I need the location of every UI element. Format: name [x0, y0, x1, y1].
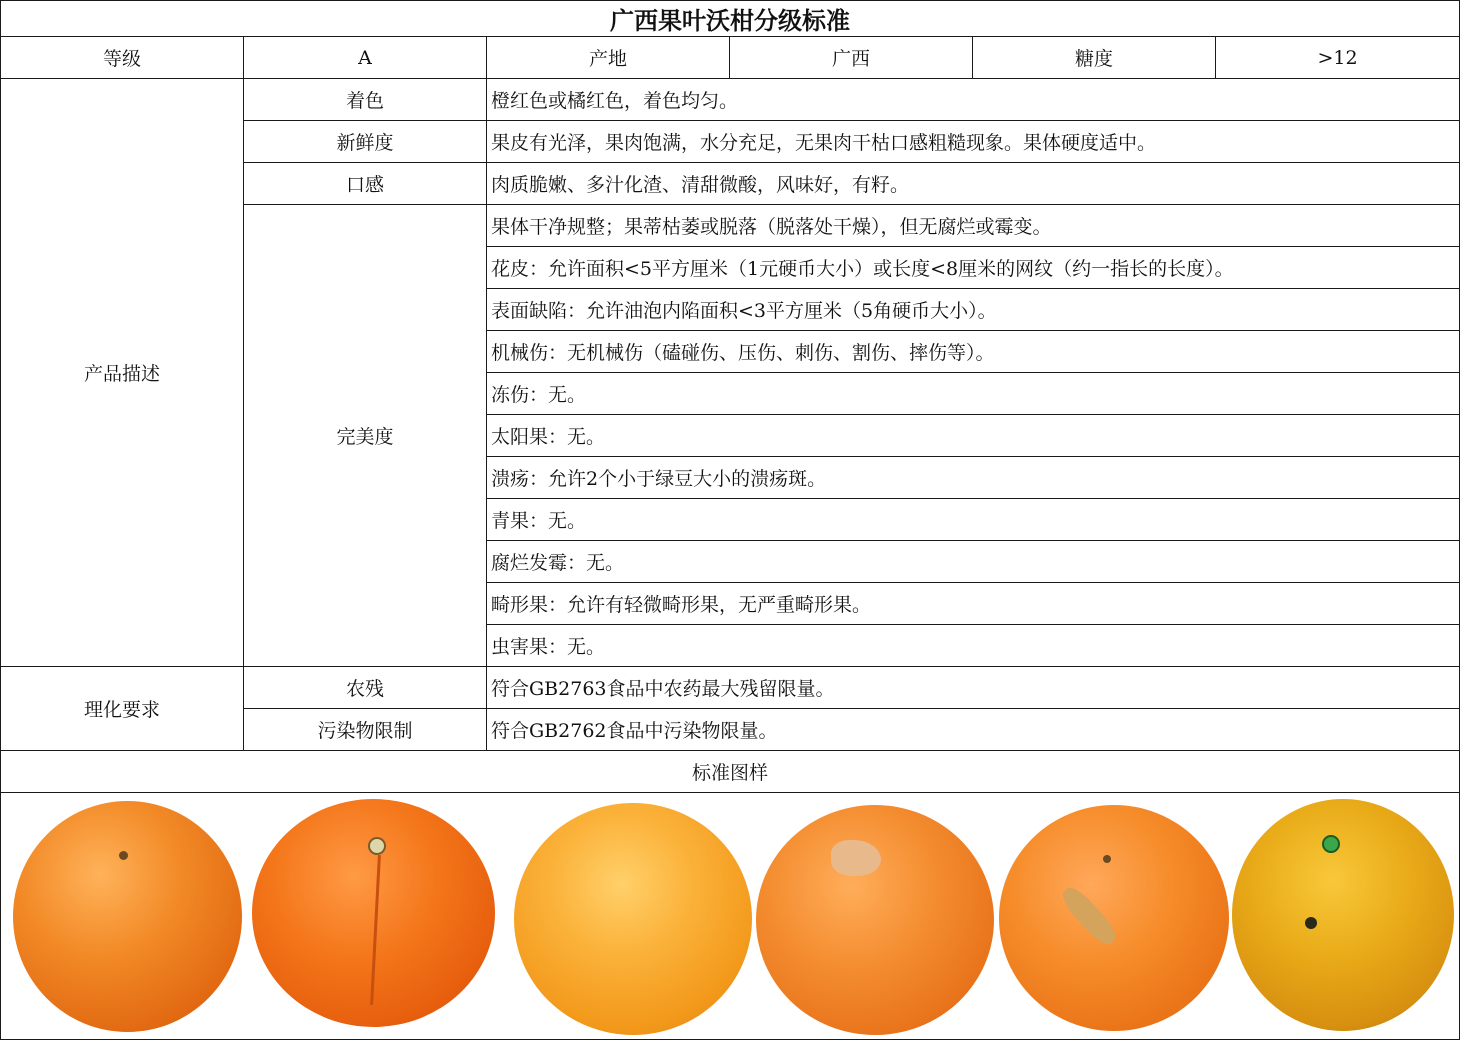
row-label-pesticide: 农残	[244, 667, 487, 709]
origin-value: 广西	[730, 37, 973, 79]
perfection-item: 腐烂发霉：无。	[487, 541, 1460, 583]
row-label-color: 着色	[244, 79, 487, 121]
row-text-pesticide: 符合GB2763食品中农药最大残留限量。	[487, 667, 1460, 709]
perfection-item: 青果：无。	[487, 499, 1460, 541]
row-label-contaminant: 污染物限制	[244, 709, 487, 751]
perfection-item: 表面缺陷：允许油泡内陷面积<3平方厘米（5角硬币大小）。	[487, 289, 1460, 331]
grade-label: 等级	[1, 37, 244, 79]
orange-image	[252, 799, 495, 1027]
orange-image	[756, 805, 994, 1035]
row-label-taste: 口感	[244, 163, 487, 205]
row-text-freshness: 果皮有光泽，果肉饱满，水分充足，无果肉干枯口感粗糙现象。果体硬度适中。	[487, 121, 1460, 163]
orange-image	[999, 805, 1229, 1031]
sheet-title: 广西果叶沃柑分级标准	[1, 1, 1460, 37]
perfection-label: 完美度	[244, 205, 487, 667]
perfection-item: 果体干净规整；果蒂枯萎或脱落（脱落处干燥），但无腐烂或霉变。	[487, 205, 1460, 247]
perfection-item: 机械伤：无机械伤（磕碰伤、压伤、刺伤、割伤、摔伤等）。	[487, 331, 1460, 373]
perfection-item: 花皮：允许面积<5平方厘米（1元硬币大小）或长度<8厘米的网纹（约一指长的长度）。	[487, 247, 1460, 289]
origin-label: 产地	[487, 37, 730, 79]
product-desc-label: 产品描述	[1, 79, 244, 667]
perfection-item: 溃疡：允许2个小于绿豆大小的溃疡斑。	[487, 457, 1460, 499]
sample-images-row	[1, 793, 1459, 1039]
row-text-color: 橙红色或橘红色，着色均匀。	[487, 79, 1460, 121]
row-text-taste: 肉质脆嫩、多汁化渣、清甜微酸，风味好，有籽。	[487, 163, 1460, 205]
sample-images-cell	[1, 793, 1460, 1040]
orange-image	[514, 803, 752, 1035]
physchem-label: 理化要求	[1, 667, 244, 751]
row-text-contaminant: 符合GB2762食品中污染物限量。	[487, 709, 1460, 751]
orange-image	[13, 801, 242, 1032]
perfection-item: 冻伤：无。	[487, 373, 1460, 415]
grade-value: A	[244, 37, 487, 79]
perfection-item: 畸形果：允许有轻微畸形果，无严重畸形果。	[487, 583, 1460, 625]
perfection-item: 太阳果：无。	[487, 415, 1460, 457]
orange-image	[1232, 799, 1454, 1031]
perfection-item: 虫害果：无。	[487, 625, 1460, 667]
sugar-value: >12	[1216, 37, 1460, 79]
row-label-freshness: 新鲜度	[244, 121, 487, 163]
sample-label: 标准图样	[1, 751, 1460, 793]
sugar-label: 糖度	[973, 37, 1216, 79]
